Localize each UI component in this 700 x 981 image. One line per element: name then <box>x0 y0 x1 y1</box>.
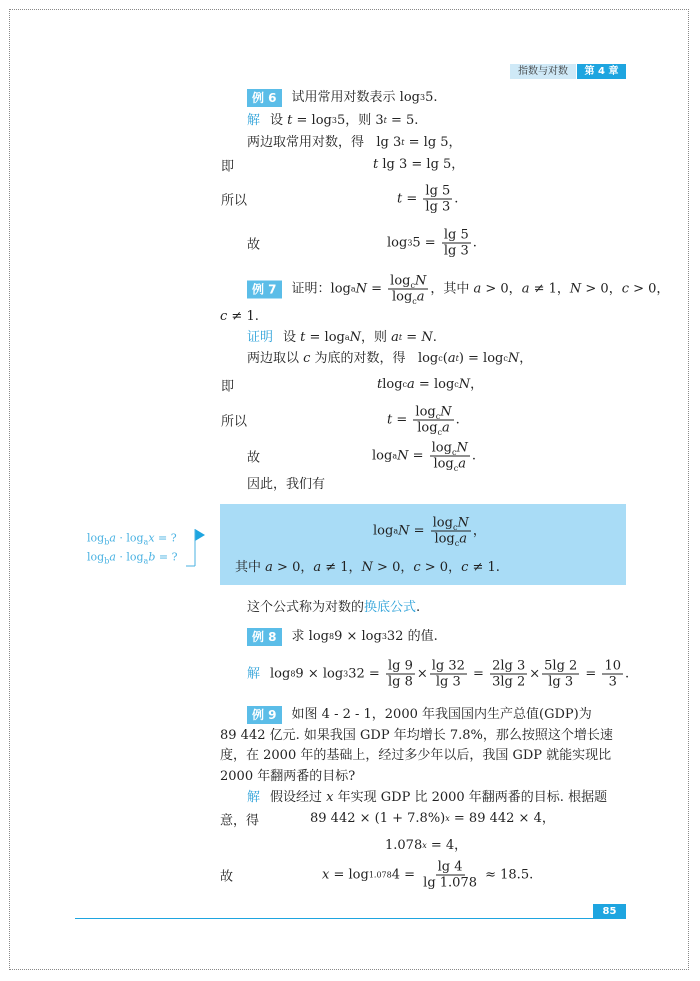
math-text: · log <box>115 531 144 545</box>
solution-keyword: 证明 <box>247 330 274 345</box>
math-variable: a <box>459 531 467 547</box>
math-variable: N <box>355 281 367 296</box>
example-6-statement: 例 6 试用常用对数表示 log 3 5. <box>247 89 437 107</box>
math-text: > 0， <box>420 560 462 575</box>
subscript: c <box>412 297 417 307</box>
math-text: 5. <box>425 90 438 105</box>
math-text: . <box>432 330 437 345</box>
math-text: 求 log <box>291 629 329 644</box>
example-7-step <box>387 405 460 436</box>
math-variable: t <box>373 157 379 172</box>
fraction <box>431 516 471 547</box>
math-text: = <box>402 191 422 206</box>
math-text: 89 442 亿元. 如果我国 GDP 年均增长 7.8%，那么按照这个增长速 <box>220 728 613 743</box>
math-variable: c <box>461 560 469 575</box>
fraction <box>430 441 470 472</box>
math-variable: c <box>621 281 629 296</box>
math-text: = log <box>292 113 332 128</box>
math-text: = <box>409 523 429 538</box>
math-variable: t <box>387 412 393 427</box>
math-variable: a <box>109 550 116 564</box>
numerator <box>602 659 623 675</box>
numerator <box>430 441 470 457</box>
math-text: 5 = <box>412 235 440 250</box>
example-8-statement: 例 8 求 log 8 9 × log 3 32 的值. <box>247 628 438 646</box>
math-text: 5，则 3 <box>336 113 384 128</box>
denominator <box>434 675 463 690</box>
fraction <box>386 659 415 690</box>
denominator <box>421 876 479 891</box>
step-label: 即 <box>221 379 235 395</box>
math-text: log <box>433 456 454 472</box>
example-8-solution: 解 log 8 9 × log 3 32 = $\frac{\lg 9}{\lg 8}$ × $\frac{\lg 32}{\lg 3}$ = $\frac{2\lg 3}{3\lg 2}$ × $\frac{5\lg 2}{\lg 3}$ = $\frac{10}{3}$ . <box>247 658 630 690</box>
math-text: 2000 年翻两番的目标? <box>220 769 356 784</box>
math-variable: N <box>569 281 582 296</box>
fraction <box>413 405 453 436</box>
example-6-solution: 解 设 t = log 3 5，则 3 t = 5. <box>247 113 419 128</box>
math-variable: t <box>300 330 306 345</box>
math-text: = <box>408 448 428 463</box>
math-variable: x <box>322 867 330 882</box>
math-text: · log <box>115 550 144 564</box>
math-text: lg 8 <box>387 674 413 690</box>
subscript: a <box>143 537 149 547</box>
numerator <box>388 274 428 290</box>
math-variable: a <box>473 281 482 296</box>
math-text: lg 3 <box>548 674 574 690</box>
numerator <box>413 405 453 421</box>
step-label: 所以 <box>221 193 248 209</box>
math-text: 两边取以 <box>247 351 304 366</box>
math-text: = <box>402 330 422 345</box>
math-text: × <box>416 666 428 681</box>
math-text: 5lg 2 <box>544 658 578 674</box>
numerator <box>542 659 579 675</box>
math-variable: c <box>303 351 311 366</box>
example-7-step: t log c a = log c N ， <box>377 377 484 392</box>
math-text: ≠ 1. <box>468 560 500 575</box>
math-text: . <box>454 191 459 206</box>
math-text: = ? <box>155 550 178 564</box>
math-text: ，则 <box>361 330 392 345</box>
example-9-equation: 89 442 × (1 + 7.8%) x = 89 442 × 4， <box>310 811 555 826</box>
fraction <box>421 860 479 891</box>
fraction <box>442 228 471 259</box>
math-text: lg 5 <box>425 183 451 199</box>
math-text: ， <box>470 377 484 392</box>
math-variable: a <box>416 289 425 305</box>
math-variable: N <box>361 560 373 575</box>
subscript: c <box>435 412 441 422</box>
math-text: 9 × log <box>334 629 382 644</box>
solution-keyword: 解 <box>247 790 261 805</box>
math-text: = 4， <box>426 838 468 853</box>
math-variable: a <box>313 560 322 575</box>
step-label: 故 <box>247 237 261 253</box>
math-text: 两边取常用对数，得 lg 3 <box>247 135 402 150</box>
subscript: c <box>453 464 459 474</box>
math-text: 89 442 × (1 + 7.8%) <box>310 811 446 826</box>
math-text: log <box>382 377 403 392</box>
math-text: log <box>372 448 393 463</box>
math-text: 如图 4 - 2 - 1，2000 年我国国内生产总值(GDP)为 <box>291 707 592 722</box>
math-text: 证明：log <box>291 281 351 296</box>
subscript: c <box>437 428 442 438</box>
math-text: lg 4 <box>437 859 463 875</box>
math-variable: N <box>458 377 471 392</box>
fraction <box>602 659 623 690</box>
math-text: 其中 <box>235 560 266 575</box>
math-text: . <box>472 235 477 250</box>
math-variable: x <box>148 531 155 545</box>
math-text: . <box>416 600 421 615</box>
math-text: = log <box>329 867 369 882</box>
step-label: 意，得 <box>220 813 260 829</box>
math-text: ， <box>472 523 486 538</box>
example-7-proof: 证明 设 t = log a N ，则 a t = N . <box>247 330 437 345</box>
math-text: 试用常用对数表示 log <box>291 90 420 105</box>
numerator <box>490 659 527 675</box>
math-text: log <box>432 515 453 531</box>
math-text: 3 <box>608 674 617 690</box>
math-text: 10 <box>604 658 622 674</box>
math-text: 度，在 2000 年的基础上，经过多少年以后，我国 GDP 就能实现比 <box>220 748 612 763</box>
math-variable: b <box>148 550 156 564</box>
math-text: lg 1.078 <box>423 875 477 891</box>
step-label: 所以 <box>221 414 248 430</box>
math-variable: a <box>265 560 273 575</box>
math-text: lg 3 = lg 5， <box>378 157 465 172</box>
numerator <box>423 184 452 200</box>
step-label: 故 <box>220 869 234 885</box>
math-text: > 0， <box>481 281 522 296</box>
math-text: lg 3 <box>435 674 461 690</box>
math-text: 2lg 3 <box>492 658 526 674</box>
math-text: 这个公式称为对数的 <box>247 600 365 615</box>
example-label: 例 9 <box>247 706 282 724</box>
math-text: log <box>373 523 394 538</box>
math-text: > 0， <box>581 281 622 296</box>
math-variable: t <box>287 113 293 128</box>
formula-conditions <box>235 560 500 576</box>
denominator <box>423 200 452 215</box>
math-text: × <box>529 666 541 681</box>
section-title: 指数与对数 <box>510 64 576 79</box>
denominator <box>386 675 415 690</box>
math-text: > 0， <box>272 560 314 575</box>
math-variable: N <box>414 273 427 289</box>
math-variable: t <box>377 377 383 392</box>
fraction <box>388 274 428 305</box>
math-text: log <box>87 531 105 545</box>
math-text: = <box>468 666 489 681</box>
term-highlight: 换底公式 <box>364 600 417 615</box>
denominator <box>415 421 452 436</box>
math-text: ≠ 1， <box>529 281 570 296</box>
math-text: 1.078 <box>385 838 423 853</box>
example-6-step <box>373 157 464 173</box>
example-label: 例 7 <box>247 280 282 298</box>
example-9-solution <box>247 790 607 806</box>
math-text: = log <box>414 377 455 392</box>
numerator <box>431 516 471 532</box>
math-variable: x <box>326 790 334 805</box>
example-7-statement-cont <box>220 309 259 325</box>
math-variable: N <box>349 330 362 345</box>
math-variable: N <box>421 330 433 345</box>
math-text: log <box>434 531 455 547</box>
example-6-step <box>397 184 458 215</box>
math-text: log <box>87 550 105 564</box>
example-9-equation: 1.078 x = 4， <box>385 838 468 853</box>
math-text: > 0， <box>372 560 414 575</box>
math-text: lg 9 <box>387 658 413 674</box>
subscript: c <box>454 539 460 549</box>
example-7-conclusion <box>247 477 325 493</box>
math-text: ≠ 1. <box>227 309 259 324</box>
side-note-question <box>87 532 177 545</box>
math-variable: N <box>440 404 452 420</box>
math-text: 3lg 2 <box>492 674 526 690</box>
math-variable: a <box>458 456 466 472</box>
subscript: c <box>410 281 415 291</box>
math-text: 年实现 GDP 比 2000 年翻两番的目标. 根据题 <box>333 790 608 805</box>
math-text: ，其中 <box>430 281 474 296</box>
math-text: log <box>417 420 438 436</box>
example-label: 例 6 <box>247 89 282 107</box>
math-variable: a <box>447 351 456 366</box>
math-variable: a <box>442 420 450 436</box>
fraction <box>490 659 527 690</box>
example-label: 例 8 <box>247 628 282 646</box>
math-text: ≠ 1， <box>321 560 362 575</box>
formula-name-sentence <box>247 600 420 616</box>
numerator <box>442 228 471 244</box>
fraction <box>423 184 452 215</box>
math-variable: c <box>220 309 228 324</box>
side-note-question <box>87 551 177 564</box>
math-variable: N <box>397 448 409 463</box>
math-text: log <box>415 404 436 420</box>
example-7-statement: 例 7 证明：log a N = $\frac{\log_cN}{\log_ca}$ ，其中 a > 0， a ≠ 1， N > 0， c > 0， <box>247 274 669 305</box>
math-text: 设 <box>283 330 301 345</box>
denominator <box>431 457 468 472</box>
math-text: 32 的值. <box>386 629 438 644</box>
math-text: . <box>455 412 460 427</box>
footer-rule <box>75 918 626 919</box>
math-text: ， <box>519 351 533 366</box>
math-text: = log <box>305 330 345 345</box>
numerator <box>436 860 465 876</box>
math-text: = ? <box>154 531 177 545</box>
step-label: 故 <box>247 450 261 466</box>
math-text: 为底的对数，得 log <box>310 351 439 366</box>
math-text: lg 32 <box>431 658 465 674</box>
math-text: > 0， <box>628 281 670 296</box>
math-text: = <box>392 412 412 427</box>
math-text: log <box>391 289 413 305</box>
denominator <box>490 675 527 690</box>
math-text: ≈ 18.5. <box>480 867 534 882</box>
math-text: 4 = <box>391 867 420 882</box>
math-text: . <box>625 666 630 681</box>
flag-icon <box>184 528 208 568</box>
math-variable: t <box>397 191 403 206</box>
math-text: 设 <box>270 113 288 128</box>
subscript: a <box>143 556 149 566</box>
math-text: = lg 5， <box>404 135 462 150</box>
math-text: ) = log <box>458 351 504 366</box>
page-number: 85 <box>593 904 626 919</box>
math-text: lg 5 <box>443 227 469 243</box>
math-text: 9 × log <box>295 666 344 681</box>
denominator <box>546 675 575 690</box>
math-text: = <box>581 666 601 681</box>
math-text: lg 3 <box>425 199 451 215</box>
denominator <box>607 675 619 690</box>
subscript: c <box>451 448 457 458</box>
math-variable: N <box>456 440 468 456</box>
example-9-statement-cont <box>220 748 611 764</box>
fraction <box>430 659 467 690</box>
math-text: = <box>367 281 387 296</box>
denominator <box>442 244 471 259</box>
math-variable: a <box>391 330 399 345</box>
math-text: 假设经过 <box>270 790 327 805</box>
subscript: b <box>104 556 110 566</box>
math-variable: a <box>407 377 415 392</box>
numerator <box>430 659 467 675</box>
example-6-result: log 3 5 = $\frac{\lg 5}{\lg 3}$ . <box>387 227 477 259</box>
example-9-statement-cont <box>220 728 613 744</box>
example-9-statement <box>247 706 592 724</box>
denominator <box>390 290 427 305</box>
math-variable: c <box>413 560 421 575</box>
math-text: = 89 442 × 4， <box>449 811 555 826</box>
solution-keyword: 解 <box>247 113 261 128</box>
subscript: c <box>452 523 458 533</box>
denominator <box>432 532 469 547</box>
math-text: ( <box>442 351 448 366</box>
change-of-base-formula: log a N = $\frac{\log_cN}{\log_ca}$ ， <box>373 515 486 549</box>
math-text: = 5. <box>386 113 419 128</box>
subscript: b <box>104 537 110 547</box>
math-text: 因此，我们有 <box>247 477 326 492</box>
example-9-result: x = log 1.078 4 = $\frac{\lg 4}{\lg 1.078}$ ≈ 18.5. <box>322 859 534 891</box>
math-text: . <box>471 448 476 463</box>
solution-keyword: 解 <box>247 666 261 681</box>
math-text: log <box>390 273 411 289</box>
math-variable: a <box>109 531 116 545</box>
step-label: 即 <box>221 159 235 175</box>
numerator <box>386 659 415 675</box>
fraction <box>542 659 579 690</box>
math-variable: a <box>521 281 530 296</box>
math-text: log <box>431 440 452 456</box>
example-7-step: 两边取以 c 为底的对数，得 log c ( a t ) = log c N ， <box>247 351 533 366</box>
example-7-result: log a N = $\frac{\log_cN}{\log_ca}$ . <box>372 440 476 474</box>
math-text: log <box>270 666 291 681</box>
example-9-statement-cont <box>220 769 355 785</box>
math-text: lg 3 <box>443 243 469 259</box>
math-text: log <box>387 235 408 250</box>
math-variable: N <box>398 523 410 538</box>
math-variable: N <box>507 351 520 366</box>
chapter-badge: 第 4 章 <box>577 64 626 79</box>
example-6-step: 两边取常用对数，得 lg 3 t = lg 5， <box>247 135 462 150</box>
math-variable: N <box>457 515 469 531</box>
math-text: 32 = <box>348 666 384 681</box>
